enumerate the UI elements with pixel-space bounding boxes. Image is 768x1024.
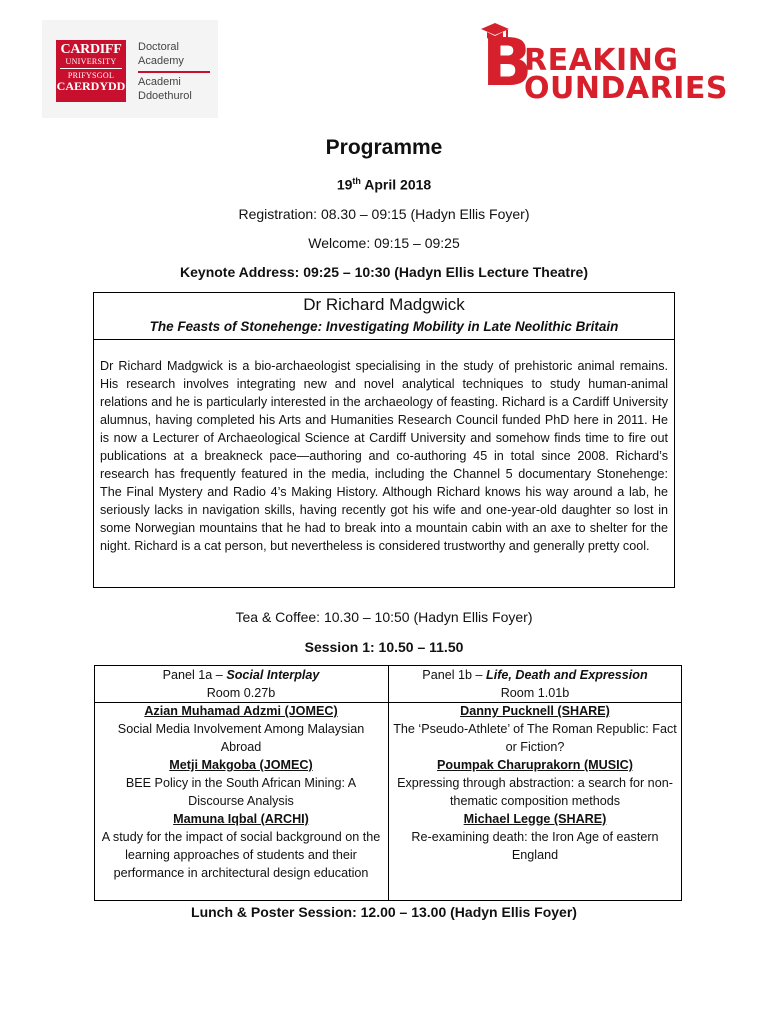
event-date — [0, 176, 768, 193]
keynote-heading: Keynote Address: 09:25 – 10:30 (Hadyn Ellis Lecture Theatre) — [180, 264, 588, 280]
keynote-bio: Dr Richard Madgwick is a bio-archaeologist specialising in the study of prehistoric animal remains. His research involves integrating new and novel analytical techniques to study human-animal relations and he is particularly interested in the archaeology of feasting. Richard is a Cardiff University alumnus, having completed his Arts and Humanities Research Council funded PhD here in 2011. He is now a Lecturer of Archaeological Science at Cardiff University and somehow finds time to fire out publications at a breakneck pace—authoring and co-authoring 45 in total since 2008. Richard’s research has frequently featured in the media, including the Channel 5 documentary Stonehenge: The Final Mystery and Radio 4’s Making History. Although Richard knows his way around a lab, he seriously lacks in navigation skills, having recently got his wife and one-year-old daughter so lost in some Norwegian mountains that he had to break into a mountain cabin with an axe to shelter for the night. Richard is a cat person, but nevertheless is considered trustworthy and generally pretty cool. — [100, 359, 668, 553]
registration-line: Registration: 08.30 – 09:15 (Hadyn Ellis Foyer) — [238, 206, 530, 222]
cardiff-university-crest — [56, 40, 126, 102]
talk-presenter: Mamuna Iqbal (ARCHI) — [173, 812, 309, 826]
talk-title: Re-examining death: the Iron Age of eastern England — [411, 830, 659, 862]
academy-en-line2: Academy — [138, 55, 184, 67]
date-day: 19 — [336, 176, 353, 193]
talk-title: Social Media Involvement Among Malaysian Abroad — [117, 722, 365, 754]
panel-1b-room: Room 1.01b — [500, 686, 570, 700]
welcome-line: Welcome: 09:15 – 09:25 — [308, 235, 460, 251]
session1-heading: Session 1: 10.50 – 11.50 — [304, 639, 464, 655]
tea-coffee-line: Tea & Coffee: 10.30 – 10:50 (Hadyn Ellis Foyer) — [235, 609, 533, 625]
academy-cy-line2: Ddoethurol — [138, 90, 192, 102]
bb-word2-rest: OUNDARIES — [524, 71, 728, 106]
cardiff-doctoral-academy-logo — [42, 20, 218, 118]
panel-1a-column — [95, 666, 387, 882]
panel-1a-label: Panel 1a – — [162, 668, 227, 682]
doctoral-academy-text — [138, 40, 214, 103]
cardiff-logo-line2: UNIVERSITY — [65, 57, 117, 66]
talk-title: A study for the impact of social background on the learning approaches of students and their performance in architectural design education — [101, 830, 381, 880]
cardiff-logo-line4: CAERDYDD — [56, 79, 126, 93]
panel-1b-header — [389, 666, 681, 702]
panel-1a-header — [95, 666, 387, 702]
talk-title: Expressing through abstraction: a search for non-thematic composition methods — [397, 776, 673, 808]
academy-cy-line1: Academi — [138, 76, 181, 88]
talk-presenter: Michael Legge (SHARE) — [463, 812, 607, 826]
talk-presenter: Poumpak Charuprakorn (MUSIC) — [437, 758, 633, 772]
panel-1a-room: Room 0.27b — [206, 686, 276, 700]
keynote-box — [93, 292, 675, 588]
date-rest: April 2018 — [360, 176, 432, 193]
lunch-line: Lunch & Poster Session: 12.00 – 13.00 (Hadyn Ellis Foyer) — [191, 904, 577, 920]
talk-presenter: Metji Makgoba (JOMEC) — [169, 758, 313, 772]
cardiff-logo-line3: PRIFYSGOL — [67, 71, 115, 80]
keynote-speaker: Dr Richard Madgwick — [303, 295, 465, 314]
keynote-talk-title: The Feasts of Stonehenge: Investigating Mobility in Late Neolithic Britain — [149, 319, 619, 334]
page-title: Programme — [325, 136, 443, 159]
panel-1b-theme: Life, Death and Expression — [486, 668, 648, 682]
talk-title: The ‘Pseudo-Athlete’ of The Roman Republic: Fact or Fiction? — [393, 722, 677, 754]
session1-table — [94, 665, 682, 901]
talk-presenter: Danny Pucknell (SHARE) — [460, 704, 610, 718]
talk-title: BEE Policy in the South African Mining: A Discourse Analysis — [125, 776, 357, 808]
panel-1a-theme: Social Interplay — [226, 668, 320, 682]
date-suffix: th — [352, 176, 361, 186]
academy-en-line1: Doctoral — [138, 41, 179, 53]
cardiff-logo-line1: CARDIFF — [60, 42, 122, 57]
talk-presenter: Azian Muhamad Adzmi (JOMEC) — [144, 704, 338, 718]
breaking-boundaries-logo — [480, 22, 730, 106]
bb-initial-b: B — [482, 24, 533, 101]
panel-1b-column — [389, 666, 681, 864]
panel-1b-label: Panel 1b – — [422, 668, 487, 682]
bb-word1-rest: REAKING — [524, 43, 679, 78]
